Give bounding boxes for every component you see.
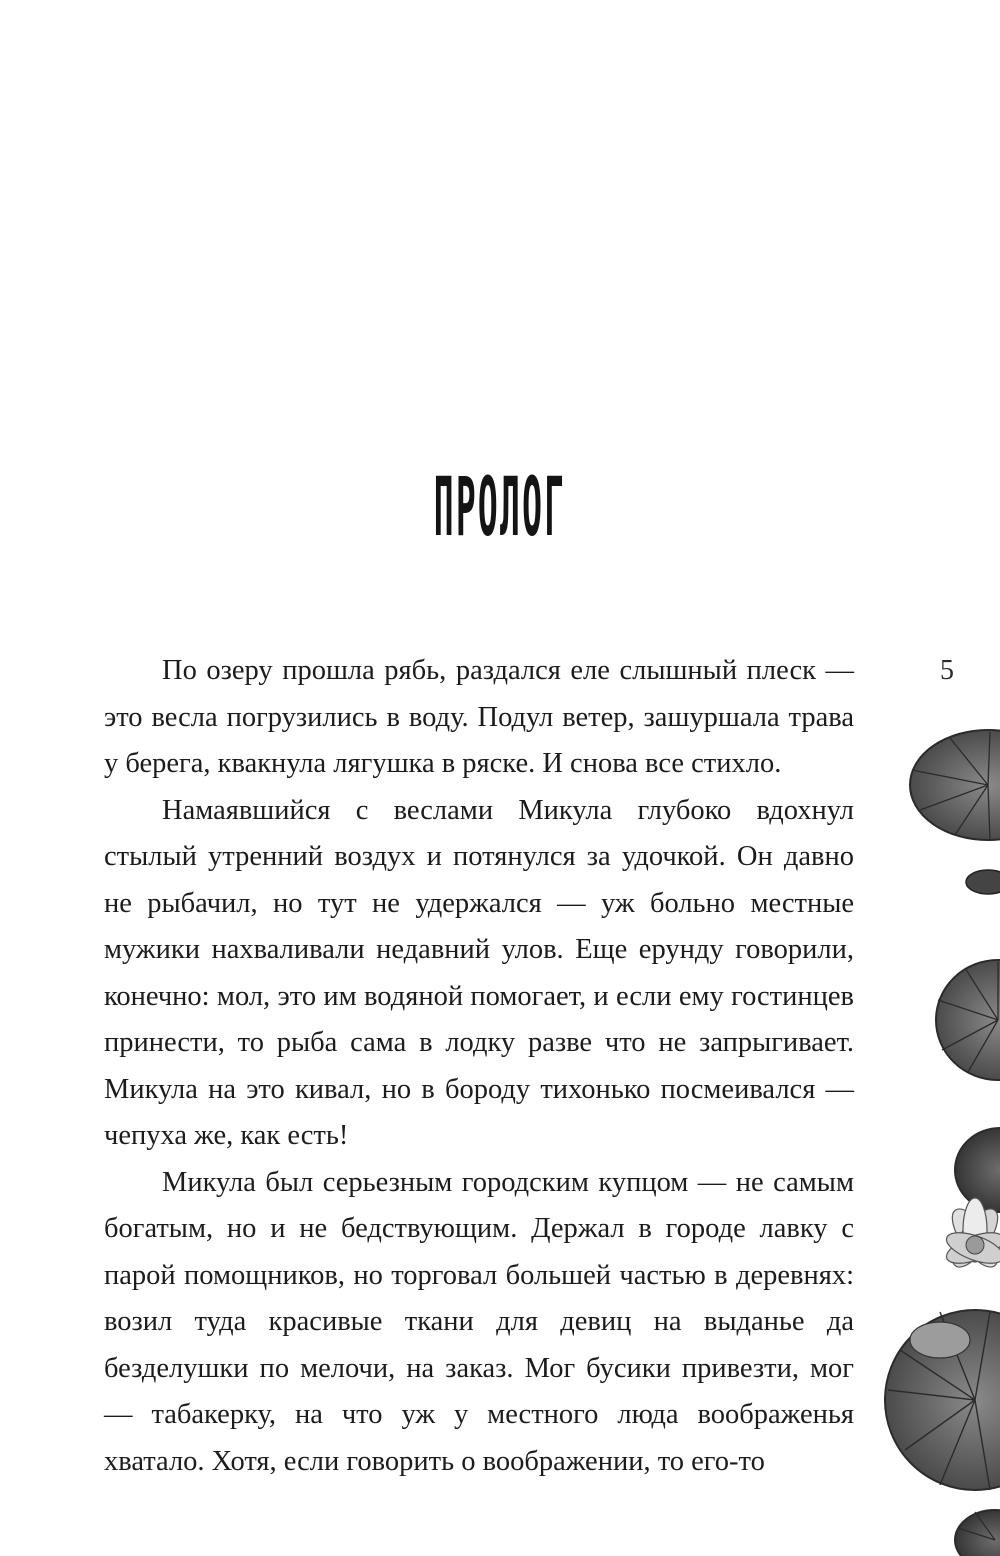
page-number: 5 xyxy=(940,655,954,686)
water-lily-icon xyxy=(880,700,1000,1556)
paragraph: По озеру прошла рябь, раздался еле слышный плеск — это весла погрузились в воду. Подул ветер, зашуршала трава у берега, квакнула лягушка в ряске. И снова все стихло. xyxy=(104,655,854,779)
paragraph: Микула был серьезным городским купцом — не самым богатым, но и не бедствующим. Держал в городе лавку с парой помощников, но торговал большей частью в деревнях: возил туда красивые ткани для девиц на выданье да безделушки по мелочи, на заказ. Мог бусики привезти, мог — табакерку, на что уж у местного люда воображенья хватало. Хотя, если говорить о воображении, то его-то xyxy=(104,1166,854,1477)
lily-pad-4 xyxy=(885,1310,1000,1490)
lily-pad-5 xyxy=(955,1510,1000,1556)
body-text xyxy=(104,648,854,1485)
chapter-title: ПРОЛОГ xyxy=(433,460,567,556)
paragraph: Намаявшийся с веслами Микула глубоко вдохнул стылый утренний воздух и потянулся за удочкой. Он давно не рыбачил, но тут не удержался — уж больно местные мужики нахваливали недавний улов. Еще ерунду говорили, конечно: мол, это им водяной помогает, и если ему гостинцев принести, то рыба сама в лодку разве что не запрыгивает. Микула на это кивал, но в бороду тихонько посмеивался — чепуха же, как есть! xyxy=(104,794,854,1151)
lily-pad-2 xyxy=(936,960,1000,1080)
lily-pad-1 xyxy=(910,730,1000,894)
lily-flower xyxy=(943,1198,1000,1274)
